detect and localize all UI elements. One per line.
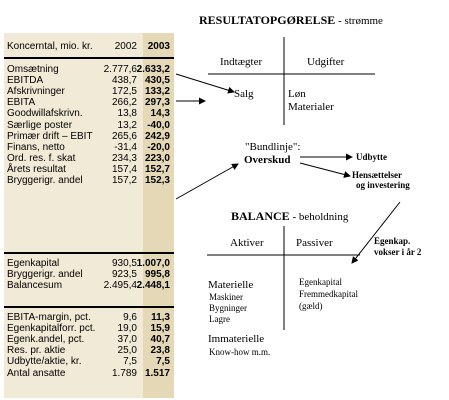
value-2003: 23,8	[150, 345, 170, 357]
value-2002: 265,6	[111, 130, 137, 142]
value-2003: 14,3	[150, 108, 170, 120]
value-2003: -20,0	[147, 141, 170, 153]
value-2003: 40,7	[150, 334, 170, 346]
value-2002: 7,5	[123, 356, 137, 368]
indtaegter-header: Indtægter	[220, 56, 263, 68]
maskiner-label: Maskiner	[209, 292, 243, 302]
value-2002: 172,5	[111, 86, 137, 98]
arrow-overskud-to-hensaettelser	[300, 163, 350, 176]
resultat-subtitle: - strømme	[335, 15, 383, 27]
value-2002: 438,7	[111, 75, 137, 87]
value-2003: -40,0	[147, 119, 170, 131]
materialer-label: Materialer	[288, 101, 334, 113]
value-2003: 2.633,2	[136, 64, 170, 75]
egenkap-label: Egenkap.	[374, 236, 411, 246]
investering-label: og investering	[356, 180, 410, 190]
value-2003: 1.007,0	[136, 258, 170, 269]
gaeld-label: (gæld)	[299, 301, 323, 311]
row-label: Ord. res. f. skat	[7, 152, 76, 164]
header-year-2002: 2002	[114, 41, 137, 52]
row-label: EBITA	[7, 97, 36, 109]
row-label: Udbytte/aktie, kr.	[7, 356, 82, 368]
salg-label: Salg	[234, 88, 254, 100]
value-2003: 995,8	[144, 269, 170, 281]
balance-subtitle: - beholdning	[289, 211, 349, 223]
header-label: Koncerntal, mio. kr.	[7, 41, 93, 52]
value-2002: 25,0	[117, 345, 137, 357]
row-label: Egenkapital	[7, 258, 60, 269]
row-label: Bryggerigr. andel	[7, 175, 83, 186]
aktiver-header: Aktiver	[230, 237, 264, 249]
value-2003: 133,2	[144, 86, 170, 98]
row-label: Antal ansatte	[7, 367, 66, 379]
value-2002: 1.789	[111, 367, 137, 379]
arrow-hensaettelser-to-passiver	[352, 202, 400, 263]
row-label: Res. pr. aktie	[7, 345, 66, 357]
value-2003: 2.448,1	[136, 280, 170, 292]
arrow-aarets-resultat-to-overskud	[176, 164, 238, 199]
bundlinje-label: "Bundlinje":	[245, 141, 301, 153]
header-year-2003: 2003	[147, 41, 170, 52]
row-label: EBITDA	[7, 75, 44, 87]
row-label: Afskrivninger	[7, 86, 65, 98]
value-2002: 2.777,6	[103, 64, 137, 75]
row-label: Omsætning	[7, 64, 59, 75]
udgifter-header: Udgifter	[307, 56, 345, 68]
value-2002: 157,2	[111, 175, 137, 186]
vokser-label: vokser i år 2	[374, 247, 422, 257]
lagre-label: Lagre	[209, 314, 230, 324]
value-2002: 923,5	[111, 269, 137, 281]
bygninger-label: Bygninger	[209, 303, 247, 313]
row-label: Egenk.andel, pct.	[7, 334, 85, 346]
row-label: Primær drift – EBIT	[7, 130, 93, 142]
value-2003: 152,7	[144, 163, 170, 175]
value-2002: 13,8	[117, 108, 137, 120]
value-2002: 19,0	[117, 323, 137, 335]
value-2003: 11,3	[151, 312, 170, 323]
value-2003: 1.517	[144, 367, 170, 379]
row-label: EBITA-margin, pct.	[7, 312, 91, 323]
value-2003: 430,5	[144, 75, 170, 87]
value-2002: 266,2	[111, 97, 137, 109]
hensaettelser-label: Hensættelser	[352, 170, 402, 180]
row-label: Særlige poster	[7, 119, 73, 131]
passiver-header: Passiver	[296, 237, 333, 249]
value-2002: 9,6	[123, 312, 137, 323]
loen-label: Løn	[288, 88, 306, 100]
value-2002: 930,5	[111, 258, 137, 269]
row-label: Goodwillafskrivn.	[7, 108, 83, 120]
egenkapital-label: Egenkapital	[299, 277, 342, 287]
value-2002: 234,3	[111, 152, 137, 164]
value-2003: 15,9	[150, 323, 170, 335]
row-label: Finans, netto	[7, 141, 65, 153]
row-label: Årets resultat	[7, 163, 66, 175]
immaterielle-label: Immaterielle	[208, 333, 265, 345]
value-2003: 7,5	[156, 356, 170, 368]
materielle-label: Materielle	[208, 279, 254, 291]
row-label: Balancesum	[7, 280, 63, 292]
value-2003: 223,0	[144, 152, 170, 164]
value-2002: 157,4	[111, 163, 137, 175]
knowhow-label: Know-how m.m.	[209, 347, 271, 357]
value-2002: 2.495,4	[103, 280, 137, 292]
value-2002: 37,0	[117, 334, 137, 346]
arrow-omsaetning-to-salg	[176, 74, 234, 92]
row-label: Egenkapitalforr. pct.	[7, 323, 96, 335]
overskud-label: Overskud	[244, 154, 291, 166]
value-2003: 152,3	[144, 175, 170, 186]
value-2003: 242,9	[144, 130, 170, 142]
row-label: Bryggerigr. andel	[7, 269, 83, 281]
udbytte-label: Udbytte	[356, 152, 387, 162]
value-2002: 13,2	[117, 119, 137, 131]
resultat-title-text: RESULTATOPGØRELSE	[199, 13, 336, 27]
fremmedkapital-label: Fremmedkapital	[299, 289, 358, 299]
value-2003: 297,3	[144, 97, 170, 109]
balance-title-text: BALANCE	[231, 209, 290, 223]
value-2002: -31,4	[114, 141, 137, 153]
